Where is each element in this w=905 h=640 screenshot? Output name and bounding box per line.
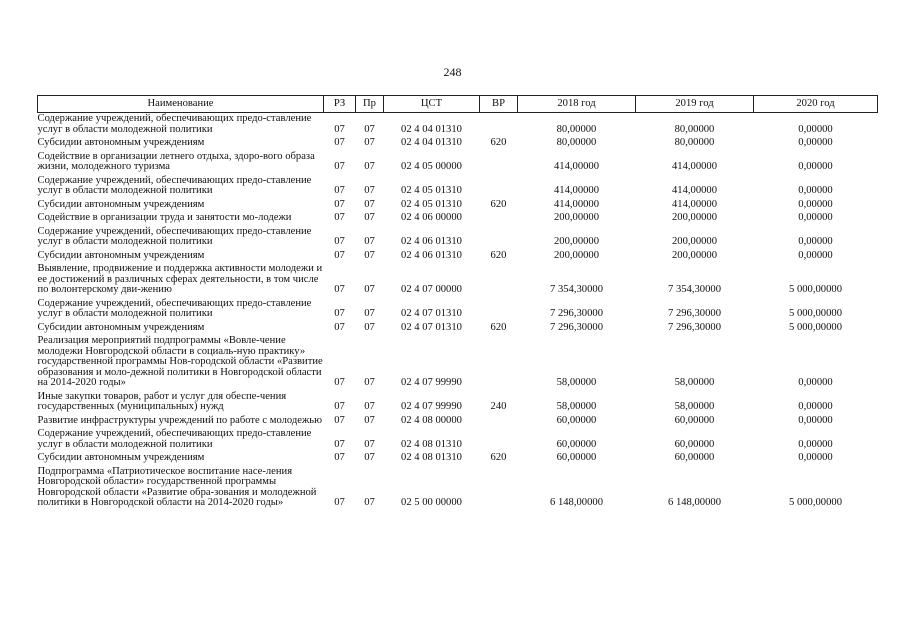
row-amount-2018: 7 296,30000 [550, 321, 603, 333]
row-amount-2020: 5 000,00000 [789, 321, 842, 333]
row-name: Выявление, продвижение и поддержка активности молодежи и ее достижений в различных сферах деятельности, в том числе по волонтерскому дви-жению [37, 263, 323, 295]
row-amount-2020: 0,00000 [798, 452, 833, 463]
row-name: Субсидии автономным учреждениям [37, 452, 205, 463]
row-rz: 07 [334, 161, 345, 172]
row-vr: 620 [490, 137, 507, 148]
row-amount-2018: 7 296,30000 [550, 308, 603, 319]
row-pr: 07 [364, 401, 375, 412]
row-cst: 02 4 06 00000 [401, 212, 462, 223]
row-pr: 07 [364, 249, 375, 261]
row-name: Иные закупки товаров, работ и услуг для обеспе-чения государственных (муниципальных) нужд [37, 390, 287, 412]
row-rz: 07 [334, 236, 345, 247]
row-pr: 07 [364, 308, 375, 319]
row-amount-2020: 0,00000 [798, 401, 833, 412]
row-amount-2020: 0,00000 [798, 414, 833, 426]
row-cst: 02 4 05 01310 [401, 198, 462, 210]
row-amount-2018: 60,00000 [556, 452, 597, 463]
table-row [38, 113, 878, 138]
row-amount-2019: 200,00000 [671, 249, 718, 261]
row-cst: 02 4 05 00000 [401, 161, 462, 172]
table-row [38, 151, 878, 175]
row-vr: 620 [490, 249, 507, 261]
row-amount-2019: 7 296,30000 [668, 321, 721, 333]
row-amount-2019: 200,00000 [671, 212, 718, 223]
row-amount-2018: 200,00000 [553, 212, 600, 223]
row-amount-2020: 5 000,00000 [789, 284, 842, 295]
row-name: Субсидии автономным учреждениям [37, 249, 205, 261]
row-pr: 07 [364, 137, 375, 148]
row-name: Подпрограмма «Патриотическое воспитание насе-ления Новгородской области» государственной программы Новгородской области «Развитие обра-зования и молодежной политики в Новгородской области на 2014-2020 годы» [37, 465, 317, 508]
row-cst: 02 4 07 00000 [401, 284, 462, 295]
table-row [38, 391, 878, 415]
row-name: Содействие в организации труда и занятости мо-лодежи [37, 212, 292, 223]
row-amount-2019: 60,00000 [674, 452, 715, 463]
row-amount-2019: 80,00000 [674, 123, 715, 135]
row-rz: 07 [334, 308, 345, 319]
row-amount-2019: 7 354,30000 [668, 284, 721, 295]
row-name: Развитие инфраструктуры учреждений по работе с молодежью [37, 414, 323, 426]
row-cst: 02 4 04 01310 [401, 123, 462, 135]
table-row [38, 250, 878, 264]
row-vr [480, 298, 518, 322]
row-amount-2019: 200,00000 [671, 236, 718, 247]
row-pr: 07 [364, 497, 375, 508]
row-pr: 07 [364, 198, 375, 210]
row-amount-2020: 5 000,00000 [789, 308, 842, 319]
row-vr [480, 263, 518, 298]
row-rz: 07 [334, 321, 345, 333]
row-cst: 02 4 07 99990 [401, 401, 462, 412]
row-name: Содержание учреждений, обеспечивающих предо-ставление услуг в области молодежной политики [37, 297, 312, 319]
row-rz: 07 [334, 452, 345, 463]
row-pr: 07 [364, 414, 375, 426]
row-pr: 07 [364, 212, 375, 223]
row-pr: 07 [364, 123, 375, 135]
row-amount-2019: 58,00000 [674, 377, 715, 388]
row-cst: 02 4 08 00000 [401, 414, 462, 426]
header-rz: РЗ [324, 96, 356, 113]
row-vr: 240 [490, 401, 507, 412]
row-amount-2020: 0,00000 [798, 236, 833, 247]
header-2019: 2019 год [636, 96, 754, 113]
row-cst: 02 4 04 01310 [401, 137, 462, 148]
budget-table [37, 95, 878, 511]
row-amount-2019: 414,00000 [671, 198, 718, 210]
row-pr: 07 [364, 236, 375, 247]
row-vr [480, 335, 518, 391]
row-rz: 07 [334, 414, 345, 426]
row-pr: 07 [364, 452, 375, 463]
row-cst: 02 5 00 00000 [401, 497, 462, 508]
row-amount-2020: 0,00000 [798, 123, 833, 135]
header-name: Наименование [38, 96, 324, 113]
row-cst: 02 4 07 01310 [401, 308, 462, 319]
row-rz: 07 [334, 401, 345, 412]
row-amount-2020: 0,00000 [798, 137, 833, 148]
row-vr [480, 175, 518, 199]
table-row [38, 199, 878, 213]
row-amount-2019: 60,00000 [674, 414, 715, 426]
row-vr: 620 [490, 452, 507, 463]
row-vr [480, 466, 518, 511]
row-cst: 02 4 07 99990 [401, 377, 462, 388]
table-row [38, 212, 878, 226]
row-pr: 07 [364, 284, 375, 295]
row-amount-2018: 80,00000 [556, 137, 597, 148]
row-amount-2018: 7 354,30000 [550, 284, 603, 295]
table-row [38, 335, 878, 391]
row-pr: 07 [364, 438, 375, 450]
row-amount-2018: 80,00000 [556, 123, 597, 135]
row-amount-2020: 0,00000 [798, 249, 833, 261]
table-body [38, 113, 878, 511]
table-row [38, 298, 878, 322]
row-vr [480, 415, 518, 429]
row-rz: 07 [334, 212, 345, 223]
row-amount-2019: 6 148,00000 [668, 497, 721, 508]
table-row [38, 226, 878, 250]
row-amount-2018: 200,00000 [553, 249, 600, 261]
table-row [38, 452, 878, 466]
row-vr [480, 428, 518, 452]
row-rz: 07 [334, 497, 345, 508]
table-row [38, 415, 878, 429]
table-row [38, 322, 878, 336]
row-amount-2018: 414,00000 [553, 161, 600, 172]
row-amount-2019: 414,00000 [671, 161, 718, 172]
row-vr [480, 226, 518, 250]
row-vr [480, 151, 518, 175]
row-amount-2018: 58,00000 [556, 401, 597, 412]
row-pr: 07 [364, 321, 375, 333]
row-cst: 02 4 06 01310 [401, 249, 462, 261]
header-pr: Пр [356, 96, 384, 113]
row-rz: 07 [334, 284, 345, 295]
row-rz: 07 [334, 249, 345, 261]
row-rz: 07 [334, 123, 345, 135]
row-amount-2019: 414,00000 [671, 185, 718, 196]
header-cst: ЦСТ [384, 96, 480, 113]
row-amount-2020: 0,00000 [798, 377, 833, 388]
row-cst: 02 4 08 01310 [401, 452, 462, 463]
table-row [38, 466, 878, 511]
row-vr [480, 212, 518, 226]
row-cst: 02 4 05 01310 [401, 185, 462, 196]
row-amount-2018: 414,00000 [553, 185, 600, 196]
row-name: Содержание учреждений, обеспечивающих предо-ставление услуг в области молодежной политики [37, 113, 312, 135]
table-header-row [38, 96, 878, 113]
table-row [38, 175, 878, 199]
row-cst: 02 4 08 01310 [401, 438, 462, 450]
row-name: Содержание учреждений, обеспечивающих предо-ставление услуг в области молодежной политики [37, 174, 312, 196]
row-rz: 07 [334, 377, 345, 388]
header-vr: ВР [480, 96, 518, 113]
row-amount-2019: 7 296,30000 [668, 308, 721, 319]
row-amount-2018: 60,00000 [556, 414, 597, 426]
header-2018: 2018 год [518, 96, 636, 113]
row-pr: 07 [364, 185, 375, 196]
row-rz: 07 [334, 185, 345, 196]
row-amount-2018: 60,00000 [556, 438, 597, 450]
row-vr [480, 113, 518, 138]
row-amount-2020: 0,00000 [798, 198, 833, 210]
row-vr: 620 [490, 321, 507, 333]
table-row [38, 263, 878, 298]
row-amount-2018: 414,00000 [553, 198, 600, 210]
row-name: Субсидии автономным учреждениям [37, 198, 205, 210]
row-name: Субсидии автономным учреждениям [37, 321, 205, 333]
row-name: Содействие в организации летнего отдыха, здоро-вого образа жизни, молодежного туризма [37, 150, 315, 172]
row-name: Реализация мероприятий подпрограммы «Вовле-чение молодежи Новгородской области в социаль-ную практику» государственной программы Нов-городской области «Развитие образования и моло-дежной политики в Новгородской области на 2014-2020 годы» [37, 335, 323, 388]
row-cst: 02 4 06 01310 [401, 236, 462, 247]
row-rz: 07 [334, 438, 345, 450]
row-amount-2020: 5 000,00000 [789, 497, 842, 508]
row-amount-2020: 0,00000 [798, 185, 833, 196]
row-rz: 07 [334, 198, 345, 210]
table-row [38, 428, 878, 452]
row-amount-2019: 60,00000 [674, 438, 715, 450]
row-pr: 07 [364, 161, 375, 172]
row-amount-2020: 0,00000 [798, 161, 833, 172]
row-amount-2020: 0,00000 [798, 438, 833, 450]
row-vr: 620 [490, 198, 507, 210]
row-name: Содержание учреждений, обеспечивающих предо-ставление услуг в области молодежной политики [37, 225, 312, 247]
row-amount-2018: 200,00000 [553, 236, 600, 247]
row-amount-2018: 58,00000 [556, 377, 597, 388]
row-name: Субсидии автономным учреждениям [37, 137, 205, 148]
row-pr: 07 [364, 377, 375, 388]
table-row [38, 137, 878, 151]
row-amount-2020: 0,00000 [798, 212, 833, 223]
row-rz: 07 [334, 137, 345, 148]
row-cst: 02 4 07 01310 [401, 321, 462, 333]
row-amount-2018: 6 148,00000 [550, 497, 603, 508]
header-2020: 2020 год [754, 96, 878, 113]
row-amount-2019: 80,00000 [674, 137, 715, 148]
page-number: 248 [443, 65, 462, 79]
row-amount-2019: 58,00000 [674, 401, 715, 412]
row-name: Содержание учреждений, обеспечивающих предо-ставление услуг в области молодежной политики [37, 428, 312, 450]
